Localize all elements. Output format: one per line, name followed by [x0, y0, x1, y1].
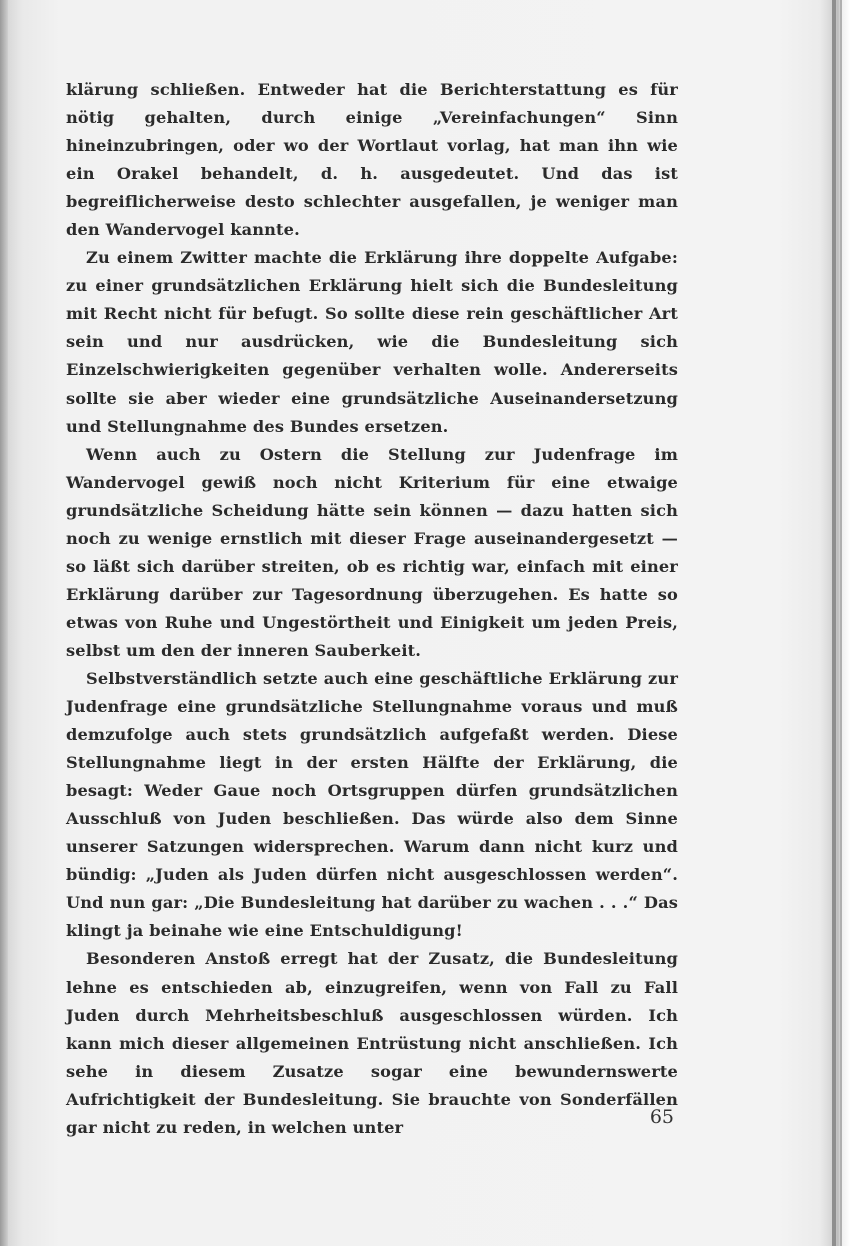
paragraph-4: Selbstverständlich setzte auch eine geschäftliche Erklärung zur Judenfrage eine grundsätzliche Stellungnahme voraus und muß demzufolge auch stets grundsätzlich aufgefaßt werden. Diese Stellungnahme liegt in der ersten Hälfte der Erklärung, die besagt: Weder Gaue noch Ortsgruppen dürfen grundsätzlichen Ausschluß von Juden beschließen. Das würde also dem Sinne unserer Satzungen widersprechen. Warum dann nicht kurz und bündig: „Juden als Juden dürfen nicht ausgeschlossen werden“. Und nun gar: „Die Bundesleitung hat darüber zu wachen . . .“ Das klingt ja beinahe wie eine Entschuldigung! — [66, 668, 678, 941]
page-edge — [832, 0, 836, 1246]
paragraph-1: klärung schließen. Entweder hat die Berichterstattung es für nötig gehalten, durch einige „Vereinfachungen“ Sinn hineinzubringen, oder wo der Wortlaut vorlag, hat man ihn wie ein Orakel behandelt, d. h. ausgedeutet. Und das ist begreiflicherweise desto schlechter ausgefallen, je weniger man den Wandervogel kannte. — [66, 80, 678, 240]
page-edge-secondary — [840, 0, 842, 1246]
page-number: 65 — [649, 1106, 674, 1128]
paragraph-3: Wenn auch zu Ostern die Stellung zur Judenfrage im Wandervogel gewiß noch nicht Kriterium für eine etwaige grundsätzliche Scheidung hätte sein können — dazu hatten sich noch zu wenige ernstlich mit dieser Frage auseinandergesetzt — so läßt sich darüber streiten, ob es richtig war, einfach mit einer Erklärung darüber zur Tagesordnung überzugehen. Es hatte so etwas von Ruhe und Ungestörtheit und Einigkeit um jeden Preis, selbst um den der inneren Sauberkeit. — [66, 444, 678, 660]
body-text — [66, 76, 678, 1142]
binding-shadow — [0, 0, 8, 1246]
paragraph-5: Besonderen Anstoß erregt hat der Zusatz, die Bundesleitung lehne es entschieden ab, einzugreifen, wenn von Fall zu Fall Juden durch Mehrheitsbeschluß ausgeschlossen würden. Ich kann mich dieser allgemeinen Entrüstung nicht anschließen. Ich sehe in diesem Zusatze sogar eine bewundernswerte Aufrichtigkeit der Bundesleitung. Sie brauchte von Sonderfällen gar nicht zu reden, in welchen unter — [66, 949, 678, 1137]
paragraph-2: Zu einem Zwitter machte die Erklärung ihre doppelte Aufgabe: zu einer grundsätzlichen Erklärung hielt sich die Bundesleitung mit Recht nicht für befugt. So sollte diese rein geschäftlicher Art sein und nur ausdrücken, wie die Bundesleitung sich Einzelschwierigkeiten gegenüber verhalten wolle. Andererseits sollte sie aber wieder eine grundsätzliche Auseinandersetzung und Stellungnahme des Bundes ersetzen. — [66, 248, 678, 436]
